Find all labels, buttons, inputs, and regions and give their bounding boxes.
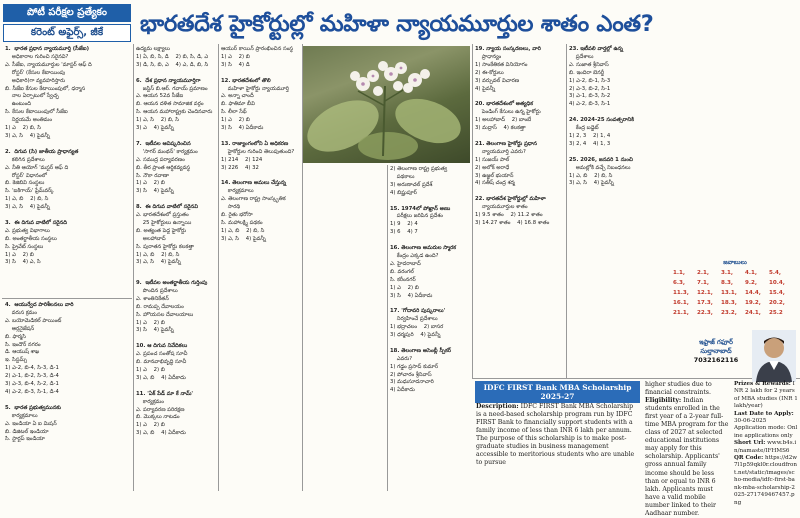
text-line: 3) ఎ, సి 4) పైవన్నీ — [136, 259, 181, 266]
scholarship-paragraph — [734, 425, 798, 440]
text-line: 3) 2, 4 4) 1, 3 — [569, 140, 611, 147]
text-line: 3) ఎ, సి 4) పైవన్నీ — [569, 180, 614, 187]
text-line — [136, 70, 216, 78]
answer-cell: 13.1, — [721, 290, 737, 296]
text-line: మహిళా హైకోర్టు న్యాయమూర్తి — [221, 85, 289, 92]
text-line: 1) ఎ 2) బి — [5, 251, 34, 258]
text-line: అలహాబాద్ — [136, 235, 166, 242]
text-line: 1) 9 2) 4 — [390, 221, 418, 228]
answers-row — [672, 298, 792, 308]
column-rule — [387, 165, 388, 491]
scholarship-text: www.b4s.in/namaste/IFHMS6 — [734, 440, 797, 454]
text-line: జస్టిస్ బి.ఆర్. గవాయ్ ప్రమాణం — [136, 85, 208, 92]
section-rule — [2, 298, 132, 299]
text-line: 3) ఎ, సి 4) పైవన్నీ — [221, 235, 266, 242]
text-line: ఇ. సిస్టమ్స్ — [5, 357, 27, 364]
text-line: 8. ఈ దిగువ వాటిలో సరైనవి — [136, 204, 199, 211]
text-line: సి. స్టార్టప్ ఇండియా — [5, 436, 45, 443]
question-column-3 — [221, 46, 301, 488]
text-line: ఎవరు? — [390, 355, 413, 362]
text-line: ఎ. అన్నా చాందీ — [221, 93, 254, 100]
text-line: 4) పైవన్నీ — [475, 85, 496, 92]
text-line: 2. దిగువ (సి) జాతీయ ప్రాధాన్యత — [5, 148, 79, 155]
text-line: 9. ఇటీవల అంతర్జాతీయ గుర్తింపు — [136, 280, 208, 286]
text-line: 3) మధుసూదనాచారి — [390, 379, 434, 386]
text-line: 3) 226 4) 32 — [221, 164, 259, 171]
scholarship-paragraph — [734, 411, 798, 426]
answer-cell: 8.3, — [721, 280, 734, 286]
text-line: 3) సి 4) ఎ, సి — [5, 259, 41, 266]
text-line: 2) ఎ-1, బి-2, సి-3, డి-4 — [5, 373, 59, 380]
text-line: సి. కరీంనగర్ — [390, 276, 416, 283]
answer-cell: 3.1, — [721, 270, 734, 276]
text-line: పథకాలు — [390, 173, 415, 180]
text-line: 3) మద్రాస్ 4) కలకత్తా — [475, 125, 526, 132]
text-line: 13. రాజ్యాంగంలోని ఏ అధికరణ — [221, 140, 289, 147]
answer-cell: 9.2, — [745, 280, 758, 286]
text-line: 1) ఎ 2) బి — [136, 366, 165, 373]
scholarship-label: Eligibility: — [645, 397, 682, 405]
scholarship-text: https://d2w7l1p59qkl0r.cloudfront.net/static/images/scho-media/idfc-first-bank-mba-scholarship-2025-271749467457.png — [734, 455, 798, 506]
scholarship-text: IDFC FIRST Bank MBA Scholarship is a need-based scholarship program run by IDFC FIRST Bank to financially support students with a family income of less than INR 6 lakh per annum. The purpose of this scholarship is to make post-graduate studies in business management accessible to meritorious students who are unable to pursue — [476, 403, 635, 467]
text-line: బి. ఫాతిమా బీవి — [221, 101, 255, 108]
text-line: బి. కెజిబివి సంస్థలు — [5, 180, 45, 187]
answer-cell: 24.1, — [745, 310, 761, 316]
text-line: 4) ఎ-2, బి-3, సి-1, డి-4 — [5, 388, 59, 395]
text-line: ఎ. హైదరాబాద్ — [390, 260, 421, 267]
text-line: కలిగిన ప్రదేశాలు — [5, 156, 45, 163]
text-line: 1) ఎ-2, బి-4, సి-3, డి-1 — [5, 365, 59, 372]
text-line — [5, 212, 131, 220]
text-line: ఆయుర్ కాయిన్ ప్రారంభించిన సంస్థ — [221, 46, 294, 52]
scholarship-title: IDFC FIRST Bank MBA Scholarship 2025-27 — [475, 381, 640, 403]
text-line: 15. 1974లో పోఖ్రాన్ అణు — [390, 205, 451, 212]
text-line: న్యాయమూర్తుల శాతం — [475, 204, 528, 211]
text-line: ఎ. ఆయన 52వ సీజేఐ — [136, 93, 184, 100]
text-line: 20. భారతదేశంలో అత్యధిక — [475, 101, 534, 108]
column-rule — [133, 44, 134, 491]
text-line: 1) ఎ 2) బి — [390, 284, 419, 291]
text-line: 11. 'ఏక్ పేడ్ మా కే నామ్' — [136, 390, 194, 397]
text-line: బి. డిజిటల్ ఇండియా — [5, 428, 49, 435]
text-line: ఎ. ప్రభుత్వ విభాగాలు — [5, 227, 50, 234]
text-line: 25. 2026, జనవరి 1 నుంచి — [569, 156, 633, 163]
text-line: 3) ఎ 4) పైవన్నీ — [136, 125, 174, 132]
text-line — [390, 198, 470, 206]
scholarship-label: Last Date to Apply: — [734, 410, 794, 417]
text-line: వరుస క్రమం — [5, 309, 37, 316]
scholarship-paragraph — [734, 455, 798, 507]
answer-cell: 12.1, — [697, 290, 713, 296]
text-line: ఎ. సముద్ర పర్యావరణం — [136, 156, 185, 163]
answer-cell: 6.3, — [673, 280, 686, 286]
text-line: బి. ఫార్మసి — [5, 333, 26, 340]
scholarship-text: higher studies due to financial constraints. — [645, 381, 712, 397]
answer-cell: 23.2, — [721, 310, 737, 316]
text-line: 1) ఎ, సి 2) బి, సి — [136, 117, 179, 124]
text-line: 3) సి 4) పైవన్నీ — [136, 327, 174, 334]
text-line: 1) ఎ, బి 2) బి, సి — [221, 227, 265, 234]
text-line: డి. ఆయుష్ శాఖ — [5, 349, 40, 356]
text-line: 3) ఎ, సి 4) పైవన్నీ — [5, 132, 50, 139]
answers-title: జవాబులు — [723, 259, 747, 266]
text-line: 1) భద్రాచలం 2) బాసర — [390, 324, 444, 331]
text-line: బి. ఆయన దళిత సామాజిక వర్గం — [136, 101, 204, 108]
text-line: 3) డి, సి, బి, ఎ 4) ఎ, డి, బి, సి — [136, 61, 209, 68]
text-line: ఎ. ఇండియా ఏ ఐ మిషన్ — [5, 420, 57, 427]
text-line: సి. నౌకా రవాణా — [136, 172, 170, 179]
text-line: సి. ఇందౌర్ నగరం — [5, 341, 41, 348]
answers-row — [672, 278, 792, 288]
text-line: 1) ఏ, బి, సి, డి 2) బి, సి, డి, ఎ — [136, 53, 209, 60]
question-column-5 — [475, 46, 564, 376]
text-line: 1. భారత ప్రధాన న్యాయమూర్తి (సీజే‌ఐ) — [5, 46, 90, 52]
text-line: 1) ఎ 2) బి, సి — [5, 125, 41, 132]
text-line: 4) సతీష్ చంద్ర శర్మ — [475, 180, 515, 187]
answers-grid — [672, 268, 792, 330]
text-line: 17. 'గోదావరి పుష్కరాలు' — [390, 308, 446, 315]
person-icon — [752, 330, 796, 382]
answer-cell: 22.3, — [697, 310, 713, 316]
column-rule — [472, 44, 473, 378]
text-line: 1) సుజయ్ పాల్ — [475, 156, 510, 163]
text-line — [569, 109, 669, 117]
text-line: హైకోర్టుల గురించి తెలుపుతుంది? — [221, 148, 295, 155]
text-line: 1) ఎ 2) బి — [221, 117, 250, 124]
text-line — [136, 383, 216, 391]
text-line: 24. 2024-25 సంవత్సరానికి — [569, 117, 634, 124]
text-line: సి. ప్రైవేట్ సంస్థలు — [5, 243, 44, 250]
question-column-2 — [136, 46, 216, 276]
text-line: 1) ఎ 2) బి — [136, 180, 165, 187]
text-line: న్యాయమూర్తి ఎవరు? — [475, 148, 526, 155]
text-line: 3) సి 4) ఏదీకాదు — [221, 125, 264, 132]
text-line — [390, 237, 470, 245]
answer-cell: 20.2, — [769, 300, 785, 306]
text-line: బి. తీర ప్రాంత ఆర్థికవ్యవస్థ — [136, 164, 191, 171]
text-line: 1) ఎ, బి 2) బి, సి — [136, 251, 180, 258]
text-line: ఎ. పర్యావరణ పరిరక్షణ — [136, 406, 185, 413]
text-line: 3) వర్చువల్ విచారణ — [475, 77, 520, 84]
text-line: 1) ఎ, బి 2) బి, సి — [569, 172, 613, 179]
scholarship-label: Description: — [476, 403, 519, 410]
text-line: ఆర్గనైజేషన్ — [5, 325, 35, 332]
text-line: అధికారి)గా వ్యవహరిస్తారు — [5, 77, 66, 84]
question-column-1 — [5, 46, 131, 296]
text-line: సి. మహాలక్ష్మి పథకం — [221, 219, 263, 226]
answer-cell: 5.4, — [769, 270, 782, 276]
text-line: 10. ఆ దిగువ నివేదికలు — [136, 343, 188, 350]
scholarship-text: INR 2 lakh for 2 years of MBA studies (INR 1 lakh/year) — [734, 381, 798, 410]
text-line: ఉద్యమ లక్ష్యాలు — [136, 46, 171, 52]
text-line: బి. అత్యంత పెద్ద హైకోర్టు — [136, 227, 187, 234]
text-line: 3) అరుణాచల్ ప్రదేశ్ — [390, 181, 433, 188]
text-line: 3) సి 4) ఏదీకాదు — [390, 292, 433, 299]
scholarship-paragraph — [645, 381, 729, 397]
answers-table — [672, 268, 792, 318]
text-line: 1) 2, 3 2) 1, 4 — [569, 132, 611, 139]
text-line: కార్యక్రమాలు — [221, 188, 254, 195]
text-line: 4) ఎ-2, బి-3, సి-1 — [569, 101, 611, 108]
answers-row — [672, 308, 792, 318]
scholarship-label: Prizes & Rewards: — [734, 381, 791, 387]
text-line: 16. తెలంగాణ అమరుల స్మారక — [390, 245, 457, 252]
text-line: 18. తెలంగాణ అసెంబ్లీ స్పీకర్ — [390, 347, 451, 354]
text-line — [569, 149, 669, 157]
text-line: 1) అలహాబాద్ 2) బాంబే — [475, 117, 532, 124]
text-line: కార్యక్రమం — [136, 398, 164, 405]
section-subbadge: కరెంట్ అఫైర్స్, జీకే — [3, 24, 131, 42]
section-badge: పోటీ పరీక్షల ప్రత్యేకం — [3, 4, 131, 22]
text-line — [221, 133, 301, 141]
text-line: 2) పోచారం శ్రీనివాస్ — [390, 371, 432, 378]
text-line: నిర్ణయమే అంతిమం — [5, 117, 53, 124]
scholarship-paragraph — [476, 403, 640, 467]
text-line: నాల ఏర్పాటులో స్వేచ్ఛ — [5, 93, 59, 100]
section-rule — [472, 378, 800, 379]
text-line — [136, 133, 216, 141]
text-line: 3) 14.27 శాతం 4) 16.8 శాతం — [475, 219, 550, 226]
scholarship-label: Short Url: — [734, 440, 766, 447]
scholarship-text: Application mode: Online applications only — [734, 425, 798, 439]
text-line: 23. ఇటీవలి వార్తల్లో ఉన్న — [569, 46, 623, 52]
text-line: బి. రామప్ప దేవాలయం — [136, 303, 184, 310]
text-line: 1) ఎ-2, బి-1, సి-3 — [569, 77, 611, 84]
scholarship-description — [476, 403, 640, 489]
question-column-1-lower — [5, 302, 131, 488]
text-line: అమల్లోకి వచ్చే నిబంధనలు — [569, 164, 631, 171]
text-line: 21. తెలంగాణ హైకోర్టు ప్రధాన — [475, 140, 537, 147]
text-line: 19. న్యాయ సంస్కరణలు, వారి — [475, 46, 541, 52]
text-line: 1) ఎ 2) బి — [136, 422, 165, 429]
text-line: బి. వరంగల్ — [390, 268, 414, 275]
answer-cell: 15.4, — [769, 290, 785, 296]
text-line: ఎ. సుజాత శ్రీనివాస్ — [569, 61, 609, 68]
text-line: 1) ఎ 2) బి — [221, 53, 250, 60]
text-line — [221, 70, 301, 78]
text-line: రోస్టర్' విధానంలో — [5, 172, 47, 179]
text-line: 6. దేశ ప్రధాన న్యాయమూర్తిగా — [136, 77, 201, 84]
answer-cell: 17.3, — [697, 300, 713, 306]
scholarship-paragraph — [734, 381, 798, 411]
text-line: సారథి — [221, 204, 241, 211]
answers-row — [672, 268, 792, 278]
text-line: ఎ. సీజేఐ, న్యాయమూర్తుల 'మాస్టర్ ఆఫ్ ది — [5, 61, 92, 68]
text-line: ప్రదేశాలు — [569, 53, 594, 60]
question-column-6 — [569, 46, 669, 256]
answer-cell: 2.1, — [697, 270, 710, 276]
scholarship-label: QR Code: — [734, 455, 764, 462]
text-line: 2) అలోక్ అరాధే — [475, 164, 510, 171]
column-rule — [218, 44, 219, 491]
text-line: 1) గడ్డం ప్రసాద్ కుమార్ — [390, 363, 439, 370]
text-line: 3) ఎ, బి 4) ఏదీకాదు — [136, 374, 186, 381]
text-line: బి. రైతు భరోసా — [221, 212, 253, 219]
text-line — [136, 196, 216, 204]
column-rule — [566, 44, 567, 378]
text-line: ఎ. భారతదేశంలో ప్రస్తుతం — [136, 212, 189, 219]
text-line: ఎ. బయోమెడికల్ పాయింట్ — [5, 317, 62, 324]
text-line: బి. అంతర్జాతీయ సంస్థలు — [5, 235, 57, 242]
scholarship-text: Indian students enrolled in the first year of a 2-year full-time MBA program for the class of 2027 at selected educational institutions may apply for this scholarship. Applicants' gross annual family income should be less than or equal to INR 6 lakh. Applicants must have a valid mobile number linked to their Aadhaar number. — [645, 397, 729, 517]
text-line — [5, 141, 131, 149]
text-line: 1) 9.5 శాతం 2) 11.2 శాతం — [475, 212, 543, 219]
text-line: పరీక్షలు జరిపిన ప్రదేశం — [390, 213, 443, 220]
text-line: 3) ఎ, బి 4) ఏదీకాదు — [136, 430, 186, 437]
author-phone: 7032162116 — [693, 356, 739, 364]
text-line: 2) ఈ-కోర్టులు — [475, 69, 504, 76]
text-line: సి. లీలా సేథ్ — [221, 109, 247, 116]
text-line: 3) ధర్మపురి 4) పైవన్నీ — [390, 332, 441, 339]
text-line: 3) ఎ-1, బి-3, సి-2 — [569, 93, 611, 100]
text-line: 12. భారతదేశంలో తొలి — [221, 77, 271, 84]
answer-cell: 7.1, — [697, 280, 710, 286]
text-line: బి. ఇందిరా బెనర్జీ — [569, 69, 605, 76]
text-line — [390, 340, 470, 348]
text-line: పొందిన ప్రదేశాలు — [136, 287, 178, 294]
text-line: ఎ. ప్రపంచ సంతోష సూచీ — [136, 351, 188, 358]
question-column-2-lower — [136, 280, 216, 488]
text-line: ఎ. నీతి ఆయోగ్ 'మస్టర్ ఆఫ్ ది — [5, 164, 69, 171]
text-line: 3) ఎ, సి 4) పైవన్నీ — [5, 204, 50, 211]
answers-row — [672, 288, 792, 298]
text-line: 1) ఎ 2) బి — [136, 319, 165, 326]
text-line: బి. సీజేఐ కేసుల కేటాయింపులో, ధర్మాస — [5, 85, 86, 92]
text-line: 3. ఈ దిగువ వాటిలో సరైనది — [5, 219, 68, 226]
text-line: 3) ఉజ్జల్ భుయాన్ — [475, 172, 514, 179]
text-line: 1) సాంకేతికత వినియోగం — [475, 61, 528, 68]
text-line: సి. హొయసల దేవాలయాలు — [136, 311, 194, 318]
answer-cell: 25.2 — [769, 310, 783, 316]
question-column-4 — [390, 166, 470, 488]
text-line: ఉంటుంది — [5, 101, 32, 108]
scholarship-paragraph — [645, 397, 729, 518]
text-line: 7. ఇటీవల ఆవిష్కరించిన — [136, 140, 191, 147]
text-line: 4) ఏదీకాదు — [390, 387, 415, 394]
text-line: 5. భారత ప్రభుత్వమునకు — [5, 404, 62, 411]
text-line: 'సాగర్ మంథన్' కార్యక్రమం — [136, 148, 198, 155]
answer-cell: 16.1, — [673, 300, 689, 306]
answer-cell: 18.3, — [721, 300, 737, 306]
text-line: నిర్వహించే ప్రదేశాలు — [390, 316, 438, 323]
answer-cell: 1.1, — [673, 270, 686, 276]
scholarship-text: 30-06-2025 — [734, 418, 767, 425]
text-line: రోస్టర్' (కేసుల కేటాయింపు — [5, 69, 66, 76]
answer-cell: 19.2, — [745, 300, 761, 306]
answer-cell: 4.1, — [745, 270, 758, 276]
author-block — [676, 338, 756, 365]
answer-cell: 21.1, — [673, 310, 689, 316]
text-line: బి. మొక్కలు నాటడం — [136, 414, 180, 421]
text-line — [5, 397, 131, 405]
text-line: 4. ఆయుర్వేద పారిశీలనలు వారి — [5, 302, 74, 308]
text-line: ఎ. శాంతినికేతన్ — [136, 295, 169, 302]
text-line: కేంద్రం ఎక్కడ ఉంది? — [390, 252, 439, 259]
author-name: ఇఫ్రాజ్ గఫూర్ — [699, 338, 733, 346]
answer-cell: 11.3, — [673, 290, 689, 296]
text-line: 3) ఎ-3, బి-4, సి-2, డి-1 — [5, 381, 59, 388]
text-line: ప్రాధాన్యం — [475, 53, 502, 60]
text-line: 14. తెలంగాణ అమలు చేస్తున్న — [221, 180, 287, 187]
flower-photo — [303, 46, 470, 163]
answer-cell: 14.4, — [745, 290, 761, 296]
author-place: సుల్తానాబాద్ — [700, 347, 732, 355]
text-line: బి. మానవాభివృద్ధి సూచీ — [136, 359, 187, 366]
text-line: 3) సి 4) డి — [221, 61, 250, 68]
avatar — [752, 330, 796, 382]
text-line: 25 హైకోర్టులు ఉన్నాయి — [136, 219, 192, 226]
text-line — [475, 133, 564, 141]
text-line: సి. కేసుల కేటాయింపులో సీజేఐ — [5, 109, 68, 116]
scholarship-details — [734, 381, 798, 506]
page-headline: భారతదేశ హైకోర్టుల్లో మహిళా న్యాయమూర్తుల శాతం ఎంత? — [140, 11, 654, 37]
text-line: 1) 214 2) 124 — [221, 156, 263, 163]
text-line: పెండింగ్ కేసులు ఉన్న హైకోర్టు — [475, 109, 541, 116]
scholarship-paragraph — [734, 440, 798, 455]
text-line: కార్యక్రమాలు — [5, 412, 38, 419]
answer-cell: 10.4, — [769, 280, 785, 286]
text-line: ఎ. తెలంగాణ రాష్ట్ర సాంస్కృతిక — [221, 196, 286, 203]
flower-illustration — [303, 46, 470, 163]
text-line: అధికారాల గురించి సరైనవి? — [5, 53, 69, 60]
text-line: 3) 6 4) 7 — [390, 229, 418, 236]
text-line: 2) తెలంగాణ రాష్ట్ర ప్రభుత్వ — [390, 166, 448, 172]
text-line: సి. 'ఐకిగాయ్' ఫ్రేమ్‌వర్క్ — [5, 188, 54, 195]
text-line: 1) ఎ, బి 2) బి, సి — [5, 196, 49, 203]
text-line: సి. ఆయన మహారాష్ట్రకు చెందినవారు — [136, 109, 213, 116]
scholarship-eligibility — [645, 381, 729, 517]
text-line: 4) బిష్ణుపూర్ — [390, 189, 417, 196]
text-line: 3) సి 4) పైవన్నీ — [136, 188, 174, 195]
text-line: కేంద్ర బడ్జెట్ — [569, 125, 599, 132]
text-line: 2) ఎ-3, బి-2, సి-1 — [569, 85, 611, 92]
text-line: సి. పురాతన హైకోర్టు కలకత్తా — [136, 243, 194, 250]
text-line: 22. భారతదేశ హైకోర్టుల్లో మహిళా — [475, 196, 546, 203]
